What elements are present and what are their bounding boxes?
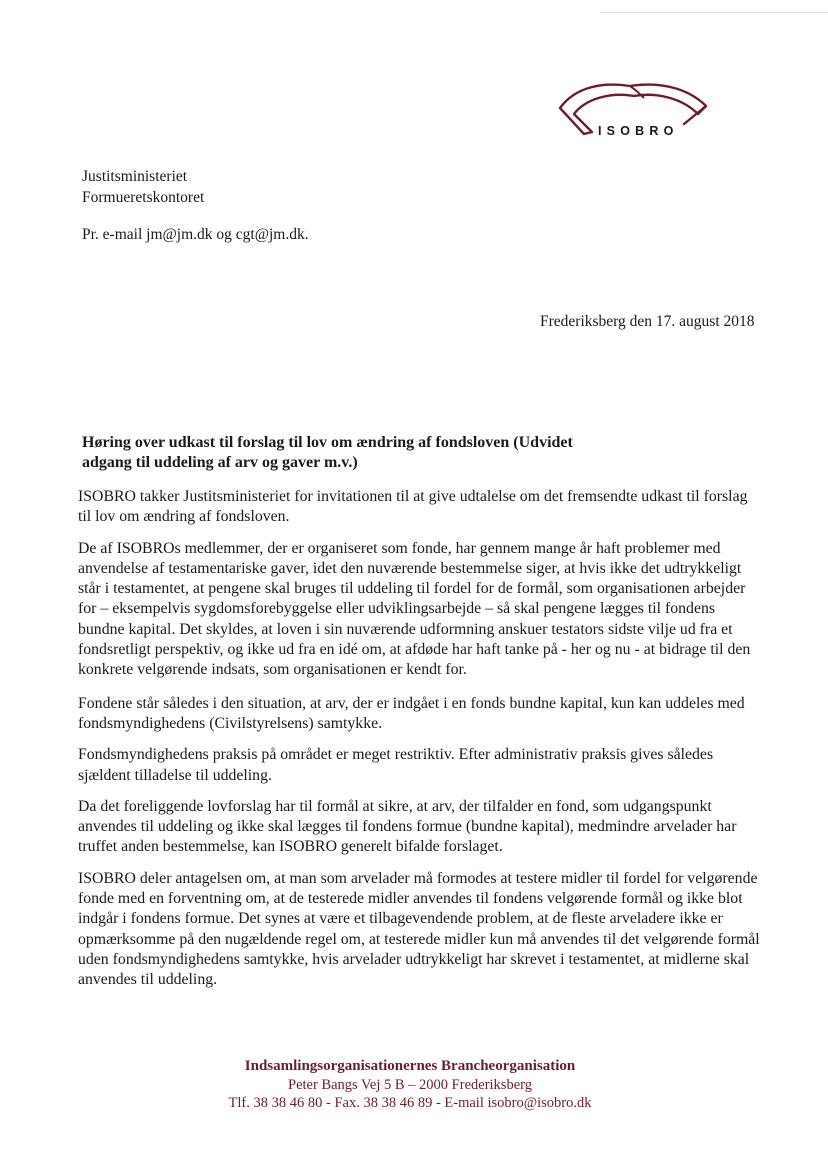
scan-edge-line (600, 12, 828, 13)
body-paragraph: Fondene står således i den situation, at arv, der er indgået i en fonds bundne kapital, kun kan uddeles med fondsmyndighedens (Civilstyrelsens) samtykke. (78, 694, 745, 732)
subject-line-1: Høring over udkast til forslag til lov om ændring af fondsloven (Udvidet (82, 434, 573, 451)
recipient-line-2: Formueretskontoret (82, 189, 205, 206)
delivery-line: Pr. e-mail jm@jm.dk og cgt@jm.dk. (82, 226, 309, 243)
recipient-address (82, 166, 204, 208)
recipient-line-1: Justitsministeriet (82, 168, 188, 185)
body-paragraph: Fondsmyndighedens praksis på området er meget restriktiv. Efter administrativ praksis gives således sjældent tilladelse til uddeling. (78, 746, 714, 784)
subject-heading (82, 433, 662, 473)
body-paragraph: De af ISOBROs medlemmer, der er organiseret som fonde, har gennem mange år haft problemer med anvendelse af testamentariske gaver, idet den nuværende bestemmelse siger, at hvis ikke det udtrykkeligt står i testamentet, at pengene skal bruges til uddeling til fordel for de formål, som organisationen arbejder for – eksempelvis sygdomsforebyggelse eller udviklingsarbejde – så skal pengene lægges til fondens bundne kapital. Det skyldes, at loven i sin nuværende udformning anskuer testators sidste vilje ud fra et fondsretligt perspektiv, og ikke ud fra en idé om, at afdøde har haft tanke på - her og nu - at bidrage til den konkrete velgørende indsats, som organisationen er kendt for. (78, 539, 751, 679)
footer-contact: Tlf. 38 38 46 80 - Fax. 38 38 46 89 - E-mail isobro@isobro.dk (228, 1095, 592, 1111)
date-line: Frederiksberg den 17. august 2018 (540, 313, 755, 330)
footer-address: Peter Bangs Vej 5 B – 2000 Frederiksberg (288, 1077, 532, 1093)
logo-wordmark: ISOBRO (598, 124, 679, 138)
subject-line-2: adgang til uddeling af arv og gaver m.v.) (82, 454, 358, 471)
footer-organisation: Indsamlingsorganisationernes Brancheorganisation (244, 1058, 576, 1074)
letter-footer (150, 1057, 670, 1112)
body-paragraph: ISOBRO takker Justitsministeriet for invitationen til at give udtalelse om det fremsendte udkast til forslag til lov om ændring af fondsloven. (78, 488, 748, 526)
letter-body (78, 487, 764, 1002)
body-paragraph: ISOBRO deler antagelsen om, at man som arvelader må formodes at testere midler til fordel for velgørende fonde med en forventning om, at de testerede midler anvendes til fondens velgørende formål og ikke blot indgår i fondens formue. Det synes at være et tilbagevendende problem, at de fleste arveladere ikke er opmærksomme på den nugældende regel om, at testerede midler kun må anvendes til det velgørende formål uden fondsmyndighedens samtykke, hvis arvelader udtrykkeligt har skrevet i testamentet, at midlerne skal anvendes til uddeling. (78, 869, 760, 989)
body-paragraph: Da det foreliggende lovforslag har til formål at sikre, at arv, der tilfalder en fond, som udgangspunkt anvendes til uddeling og ikke skal lægges til fondens formue (bundne kapital), medmindre arvelader har truffet anden bestemmelse, kan ISOBRO generelt bifalde forslaget. (78, 797, 737, 856)
